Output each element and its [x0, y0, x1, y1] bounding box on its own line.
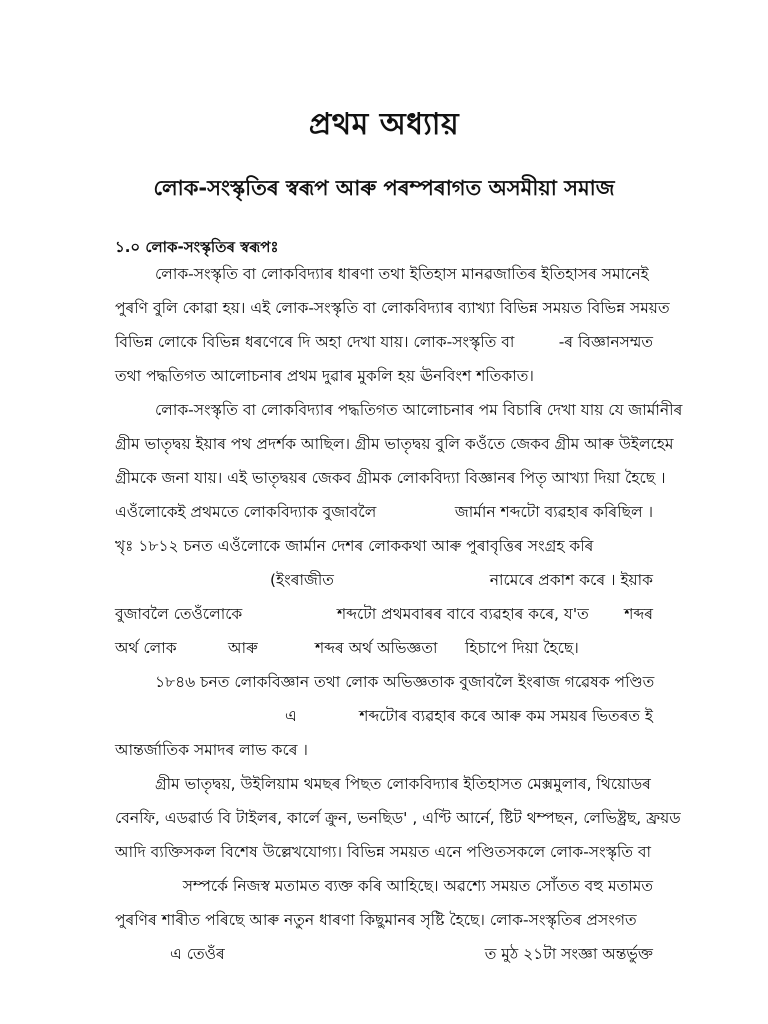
paragraph-line — [115, 942, 653, 966]
text-fragment: এ তেওঁৰ — [170, 945, 225, 963]
paragraph-line: গ্ৰীম ভাতৃদ্বয় ইয়াৰ পথ প্ৰদৰ্শক আছিল। গ্ৰীম ভাতৃদ্বয় বুলি কওঁতে জেকব গ্ৰীম আৰু উইলহেম — [115, 435, 674, 453]
chapter-subtitle: লোক-সংস্কৃতিৰ স্বৰূপ আৰু পৰম্পৰাগত অসমীয়া সমাজ — [153, 176, 615, 200]
paragraph-line: খৃঃ ১৮১২ চনত এওঁলোকে জাৰ্মান দেশৰ লোককথা আৰু পুৰাবৃত্তিৰ সংগ্ৰহ কৰি — [115, 537, 594, 555]
paragraph-line: বেনফি, এডৱাৰ্ড বি টাইলৰ, কাৰ্লে ক্ৰুন, ভনছিড' , এণ্টি আৰ্নে, ষ্টিট থম্পছন, লেভিষ্ট্ৰছ, ফ্ৰয়ড — [115, 809, 681, 827]
text-fragment: -ৰ বিজ্ঞানসম্মত — [558, 333, 653, 351]
section-heading: ১.০ লোক-সংস্কৃতিৰ স্বৰূপঃ — [115, 238, 279, 256]
paragraph-line — [115, 704, 653, 728]
text-fragment: বিভিন্ন লোকে বিভিন্ন ধৰণেৰে দি অহা দেখা যায়। লোক-সংস্কৃতি বা — [115, 333, 515, 351]
text-fragment: হিচাপে দিয়া হৈছে। — [465, 639, 579, 657]
paragraph-line — [115, 568, 653, 592]
paragraph-line: আন্তৰ্জাতিক সমাদৰ লাভ কৰে । — [115, 741, 308, 759]
text-fragment: ত মুঠ ২১টা সংজ্ঞা অন্তৰ্ভুক্ত — [484, 945, 653, 963]
paragraph-line — [115, 874, 653, 898]
paragraph-line: পুৰণিৰ শাৰীত পৰিছে আৰু নতুন ধাৰণা কিছুমানৰ সৃষ্টি হৈছে। লোক-সংস্কৃতিৰ প্ৰসংগত — [115, 911, 637, 929]
text-fragment: আৰু — [228, 639, 258, 657]
paragraph-line — [115, 602, 653, 626]
text-fragment: বুজাবলৈ তেওঁলোকে — [115, 605, 243, 623]
text-fragment: অৰ্থ লোক — [115, 639, 177, 657]
paragraph-line: গ্ৰীম ভাতৃদ্বয়, উইলিয়াম থমছৰ পিছত লোকবিদ্যাৰ ইতিহাসত মেক্সমুলাৰ, থিয়োডৰ — [155, 775, 651, 793]
text-fragment: শব্দটো প্ৰথমবাৰৰ বাবে ব্যৱহাৰ কৰে, য'ত — [337, 605, 589, 623]
text-fragment: শব্দৰ অৰ্থ অভিজ্ঞতা — [315, 639, 438, 657]
paragraph-line: গ্ৰীমকে জনা যায়। এই ভাতৃদ্বয়ৰ জেকব গ্ৰীমক লোকবিদ্যা বিজ্ঞানৰ পিতৃ আখ্যা দিয়া হৈছে । — [115, 469, 666, 487]
paragraph-line — [115, 500, 653, 524]
text-fragment: জাৰ্মান শব্দটো ব্যৱহাৰ কৰিছিল । — [454, 503, 653, 521]
text-fragment: শব্দৰ — [624, 605, 653, 623]
text-fragment: শব্দটোৰ ব্যৱহাৰ কৰে আৰু কম সময়ৰ ভিতৰত ই — [359, 707, 653, 725]
chapter-title: প্ৰথম অধ্যায় — [308, 107, 460, 142]
paragraph-line: আদি ব্যক্তিসকল বিশেষ উল্লেখযোগ্য। বিভিন্ন সময়ত এনে পণ্ডিতসকলে লোক-সংস্কৃতি বা — [115, 843, 652, 861]
paragraph-line — [115, 636, 653, 660]
text-fragment: (ইংৰাজীত — [270, 571, 334, 589]
text-fragment: নামেৰে প্ৰকাশ কৰে । ইয়াক — [489, 571, 653, 589]
paragraph-line: পুৰণি বুলি কোৱা হয়। এই লোক-সংস্কৃতি বা লোকবিদ্যাৰ ব্যাখ্যা বিভিন্ন সময়ত বিভিন্ন সময়ত — [115, 299, 670, 317]
paragraph-line: লোক-সংস্কৃতি বা লোকবিদ্যাৰ পদ্ধতিগত আলোচনাৰ পম বিচাৰি দেখা যায় যে জাৰ্মানীৰ — [155, 401, 683, 419]
text-fragment: এ — [285, 707, 297, 725]
text-fragment: সম্পৰ্কে নিজস্ব মতামত ব্যক্ত কৰি আহিছে। অৱশ্যে সময়ত সোঁতত বহু মতামত — [182, 877, 653, 895]
paragraph-line: ১৮৪৬ চনত লোকবিজ্ঞান তথা লোক অভিজ্ঞতাক বুজাবলৈ ইংৰাজ গৱেষক পণ্ডিত — [155, 673, 655, 691]
paragraph-line: লোক-সংস্কৃতি বা লোকবিদ্যাৰ ধাৰণা তথা ইতিহাস মানৱজাতিৰ ইতিহাসৰ সমানেই — [155, 265, 649, 283]
paragraph-line: তথা পদ্ধতিগত আলোচনাৰ প্ৰথম দুৱাৰ মুকলি হয় ঊনবিংশ শতিকাত। — [115, 367, 534, 385]
text-fragment: এওঁলোকেই প্ৰথমতে লোকবিদ্যাক বুজাবলৈ — [115, 503, 377, 521]
paragraph-line — [115, 330, 653, 354]
